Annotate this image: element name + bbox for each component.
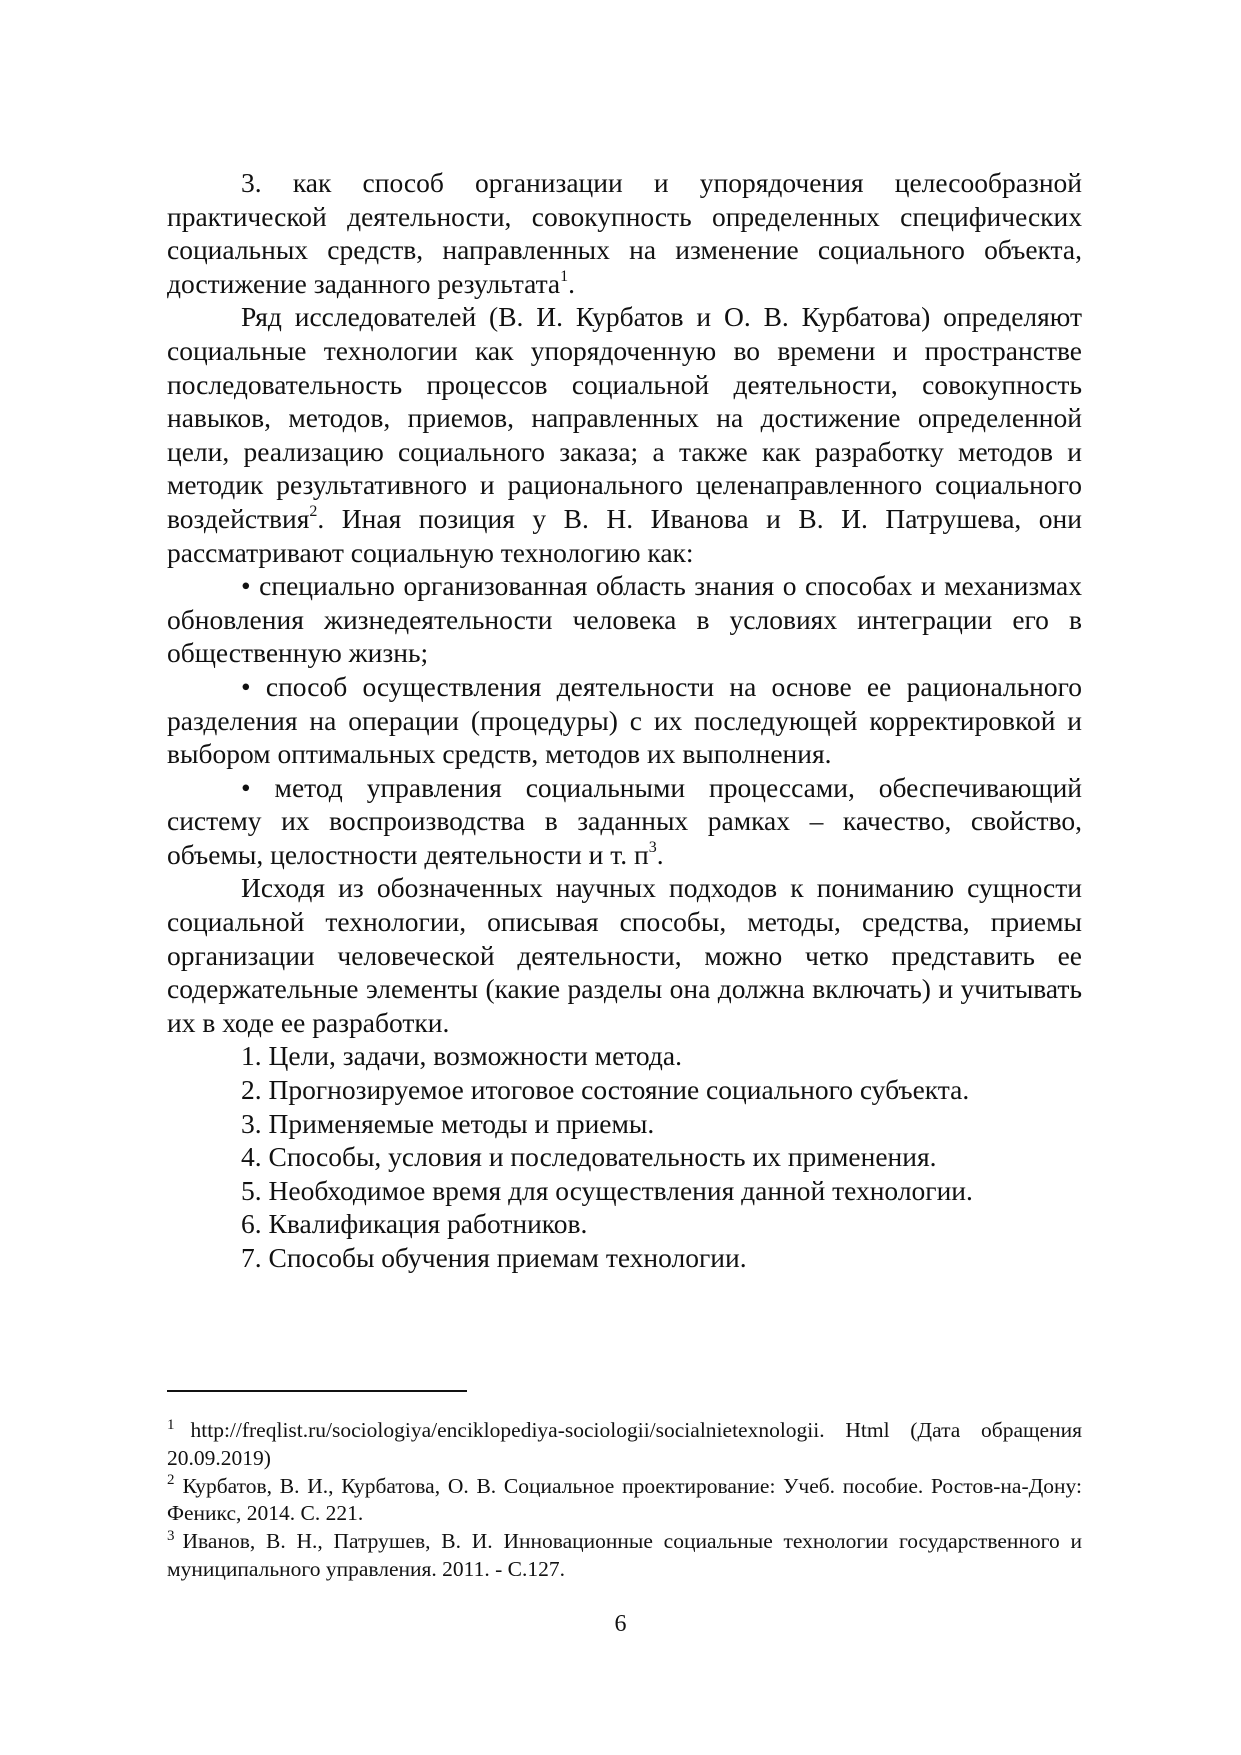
footnote-text: Иванов, В. Н., Патрушев, В. И. Инновационные социальные технологии государственного и муниципального управления. 2011. - С.127.: [167, 1529, 1082, 1581]
punctuation: .: [568, 267, 576, 299]
footnote-mark: 2: [167, 1472, 175, 1489]
paragraph-text: . Иная позиция у В. Н. Иванова и В. И. Патрушева, они рассматривают социальную технологию как:: [167, 502, 1082, 568]
paragraph-text: Ряд исследователей (В. И. Курбатов и О. В. Курбатова) определяют социальные технологии как упорядоченную во времени и пространстве последовательность процессов социальной деятельности, совокупность навыков, методов, приемов, направленных на достижение определенной цели, реализацию социального заказа; а также как разработку методов и методик результативного и рационального целенаправленного социального воздействия: [167, 301, 1082, 534]
footnote-mark: 3: [167, 1528, 175, 1545]
list-item: 3. Применяемые методы и приемы.: [241, 1107, 655, 1139]
list-item: 2. Прогнозируемое итоговое состояние социального субъекта.: [241, 1074, 970, 1106]
list-item: 5. Необходимое время для осуществления данной технологии.: [241, 1174, 973, 1206]
footnote-text[interactable]: http://freqlist.ru/sociologiya/enciklopediya-sociologii/socialnietexnologii. Html (Дата обращения 20.09.2019): [167, 1418, 1082, 1470]
footnote-ref-1[interactable]: 1: [560, 267, 569, 285]
bullet-item-1: • специально организованная область знания о способах и механизмах обновления жизнедеятельности человека в условиях интеграции его в общественную жизнь;: [167, 570, 1082, 669]
paragraph-text: • метод управления социальными процессами, обеспечивающий систему их воспроизводства в заданных рамках – качество, свойство, объемы, целостности деятельности и т. п: [167, 771, 1082, 870]
footnote-2: [167, 1473, 1082, 1529]
list-item: 1. Цели, задачи, возможности метода.: [241, 1040, 682, 1072]
page-body: [167, 166, 1082, 1275]
list-item: 7. Способы обучения приемам технологии.: [241, 1242, 747, 1273]
footnotes: [167, 1417, 1082, 1584]
footnote-1: [167, 1417, 1082, 1473]
paragraph-approaches: Исходя из обозначенных научных подходов к пониманию сущности социальной технологии, описывая способы, методы, средства, приемы организации человеческой деятельности, можно четко представить ее содержательные элементы (какие разделы она должна включать) и учитывать их в ходе ее разработки.: [167, 872, 1082, 1038]
footnote-mark: 1: [167, 1416, 175, 1433]
footnote-3: [167, 1528, 1082, 1584]
paragraph-item-3: [167, 166, 1082, 300]
list-item: 4. Способы, условия и последовательность их применения.: [241, 1141, 937, 1173]
punctuation: .: [656, 838, 664, 870]
bullet-item-3: [167, 771, 1082, 872]
paragraph-text: 3. как способ организации и упорядочения целесообразной практической деятельности, совокупность определенных специфических социальных средств, направленных на изменение социального объекта, достижение заданного результата: [167, 167, 1082, 299]
footnote-ref-3[interactable]: 3: [648, 838, 657, 856]
list-item: 6. Квалификация работников.: [241, 1208, 588, 1240]
footnote-separator: [167, 1390, 467, 1392]
paragraph-researchers: [167, 300, 1082, 569]
footnote-text: Курбатов, В. И., Курбатова, О. В. Социальное проектирование: Учеб. пособие. Ростов-на-Дону: Феникс, 2014. С. 221.: [167, 1473, 1082, 1526]
bullet-item-2: • способ осуществления деятельности на основе ее рационального разделения на операции (процедуры) с их последующей корректировкой и выбором оптимальных средств, методов их выполнения.: [167, 670, 1082, 770]
page-number: 6: [614, 1611, 627, 1637]
footnote-ref-2[interactable]: 2: [309, 502, 318, 520]
